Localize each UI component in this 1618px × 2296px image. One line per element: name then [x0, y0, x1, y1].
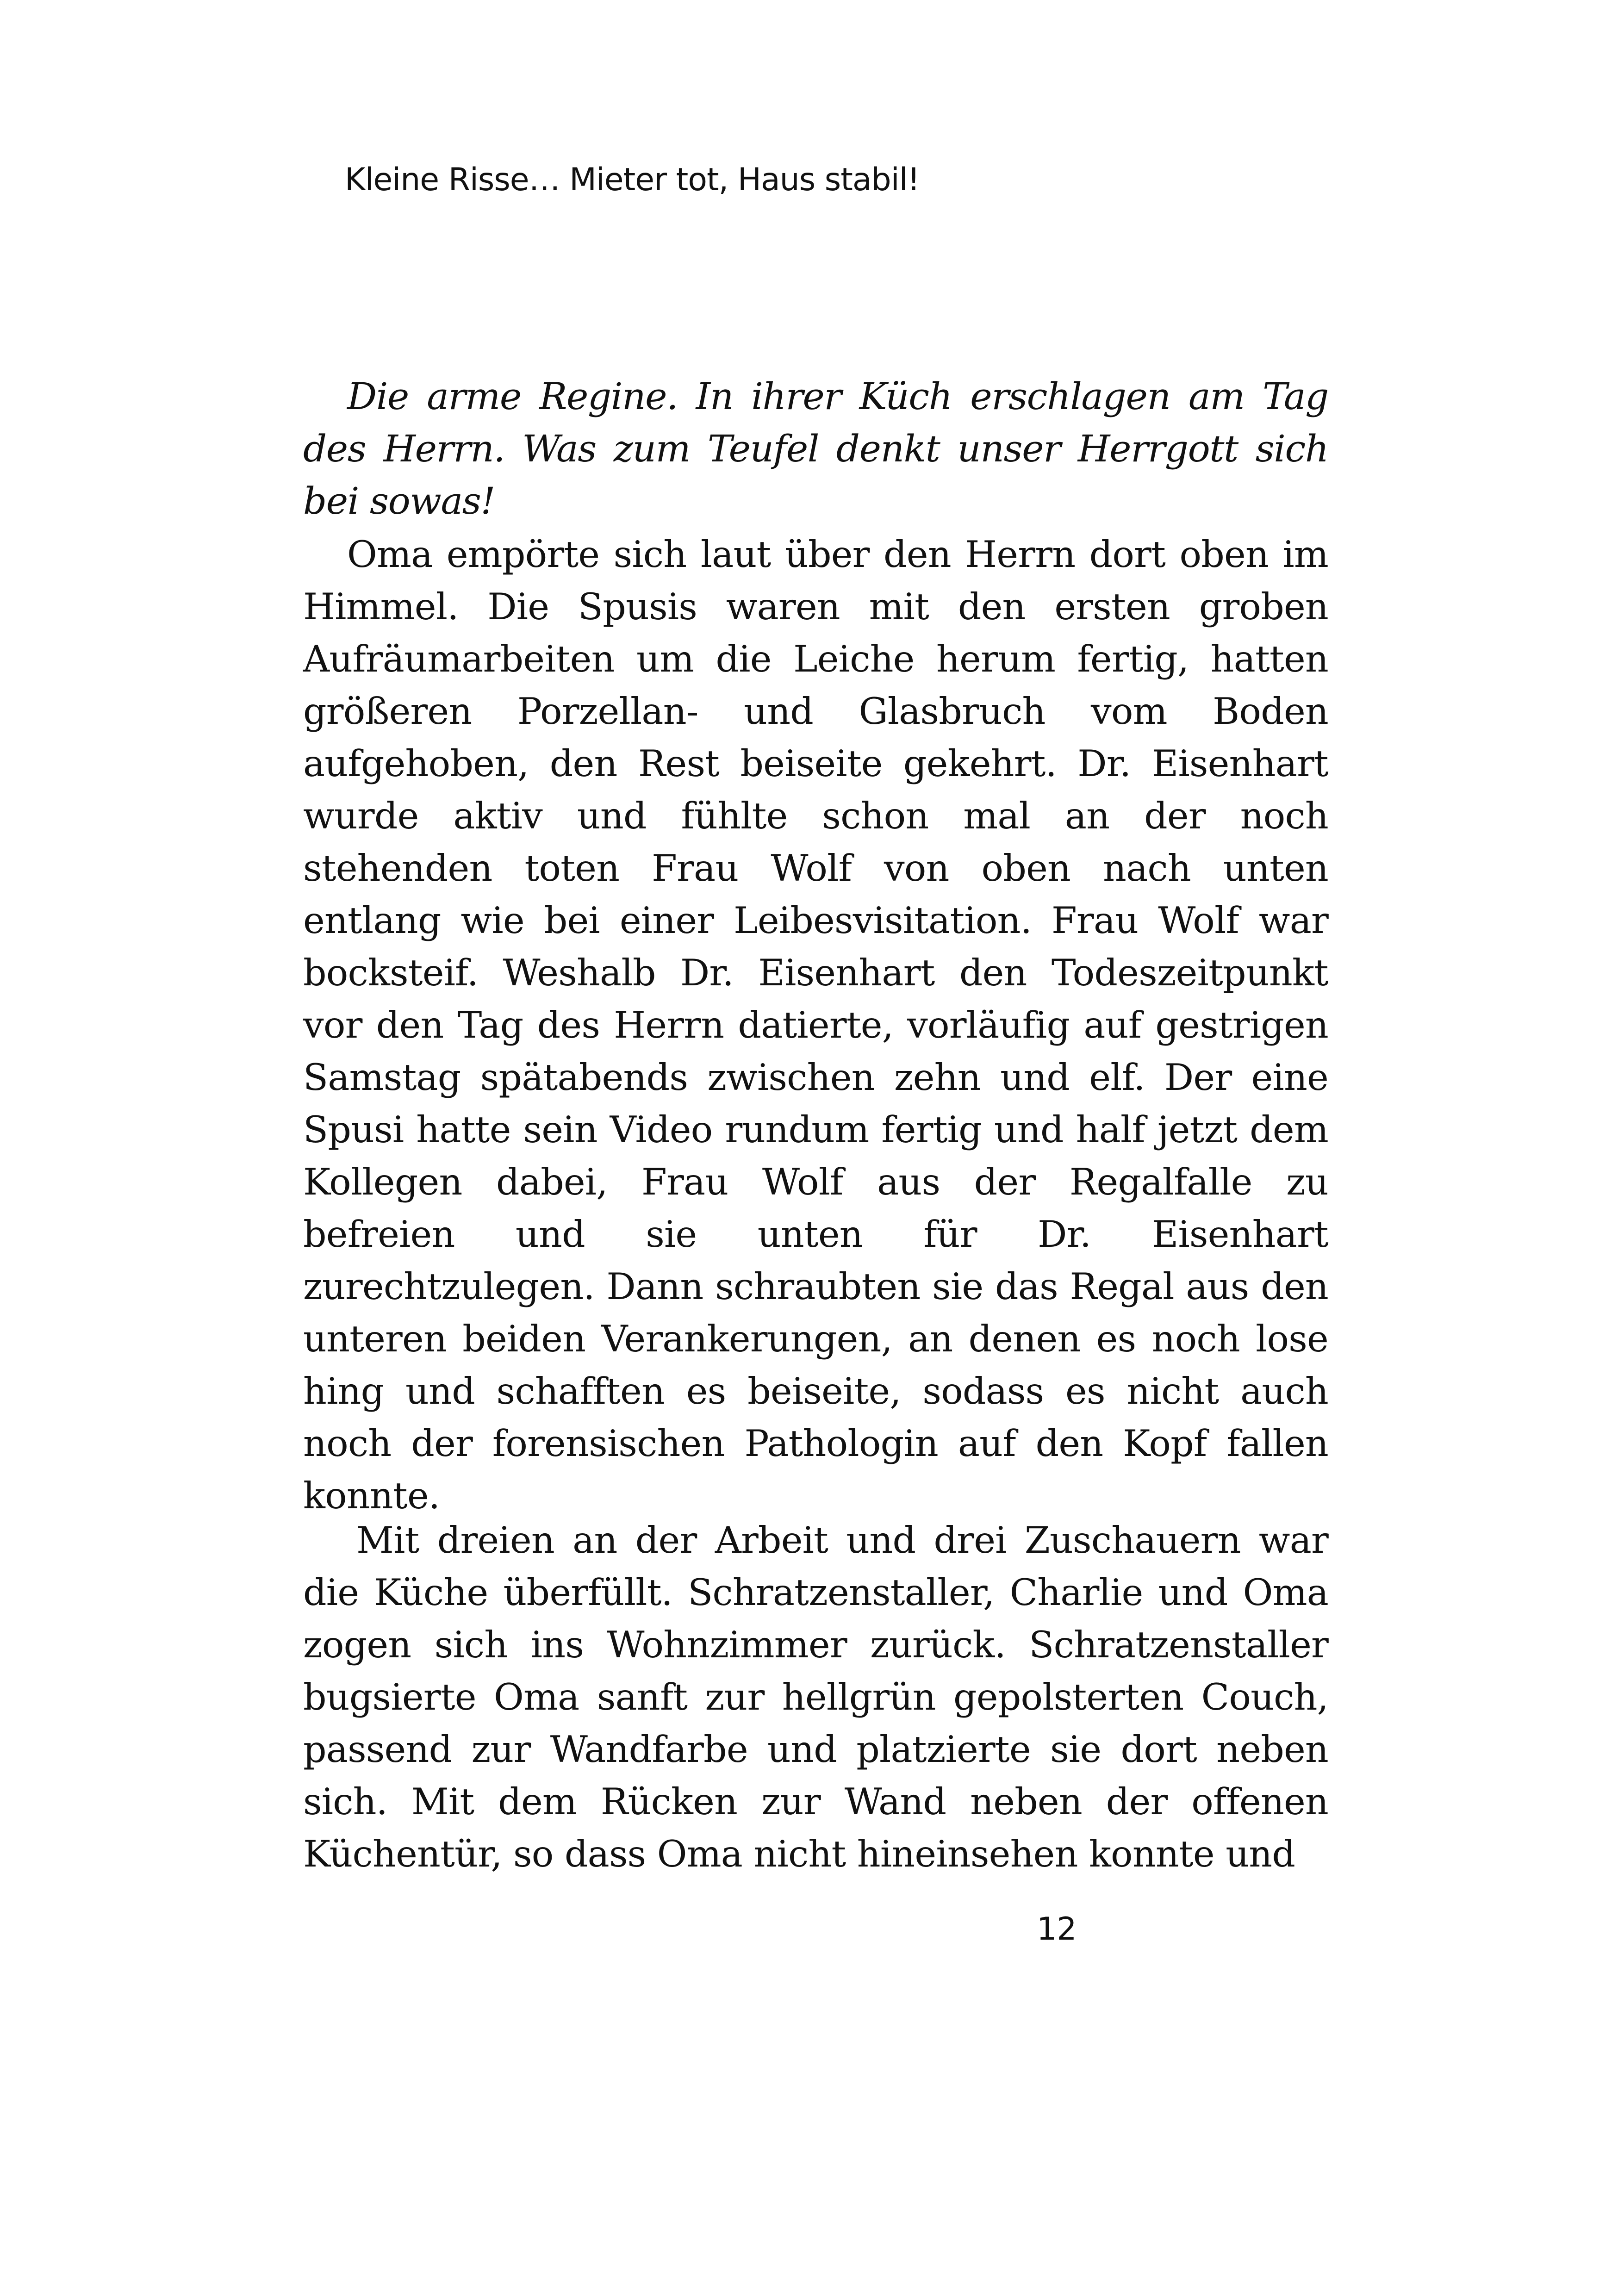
quote-text: Die arme Regine. In ihrer Küch erschlagen am Tag des Herrn. Was zum Teufel denkt unser Herrgott sich bei sowas!	[303, 375, 1328, 523]
paragraph-2	[303, 1514, 1328, 1880]
running-header: Kleine Risse… Mieter tot, Haus stabil!	[345, 162, 920, 198]
page-number: 12	[1037, 1911, 1077, 1948]
paragraph-text: Mit dreien an der Arbeit und drei Zuschauern war die Küche überfüllt. Schratzenstaller, Charlie und Oma zogen sich ins Wohnzimmer zurück. Schratzenstaller bugsierte Oma sanft zur hellgrün gepolsterten Couch, passend zur Wandfarbe und platzierte sie dort neben sich. Mit dem Rücken zur Wand neben der offenen Küchentür, so dass Oma nicht hineinsehen konnte und	[303, 1519, 1328, 1875]
paragraph-text: Oma empörte sich laut über den Herrn dort oben im Himmel. Die Spusis waren mit den ersten groben Aufräumarbeiten um die Leiche herum fertig, hatten größeren Porzellan- und Glasbruch vom Boden aufgehoben, den Rest beiseite gekehrt. Dr. Eisenhart wurde aktiv und fühlte schon mal an der noch stehenden toten Frau Wolf von oben nach unten entlang wie bei einer Leibesvisitation. Frau Wolf war bocksteif. Weshalb Dr. Eisenhart den Todeszeitpunkt vor den Tag des Herrn datierte, vorläufig auf gestrigen Samstag spätabends zwischen zehn und elf. Der eine Spusi hatte sein Video rundum fertig und half jetzt dem Kollegen dabei, Frau Wolf aus der Regalfalle zu befreien und sie unten für Dr. Eisenhart zurechtzulegen. Dann schraubten sie das Regal aus den unteren beiden Verankerungen, an denen es noch lose hing und schafften es beiseite, sodass es nicht auch noch der forensischen Pathologin auf den Kopf fallen konnte.	[303, 533, 1328, 1517]
italic-quote	[303, 370, 1328, 527]
paragraph-1	[303, 529, 1328, 1522]
